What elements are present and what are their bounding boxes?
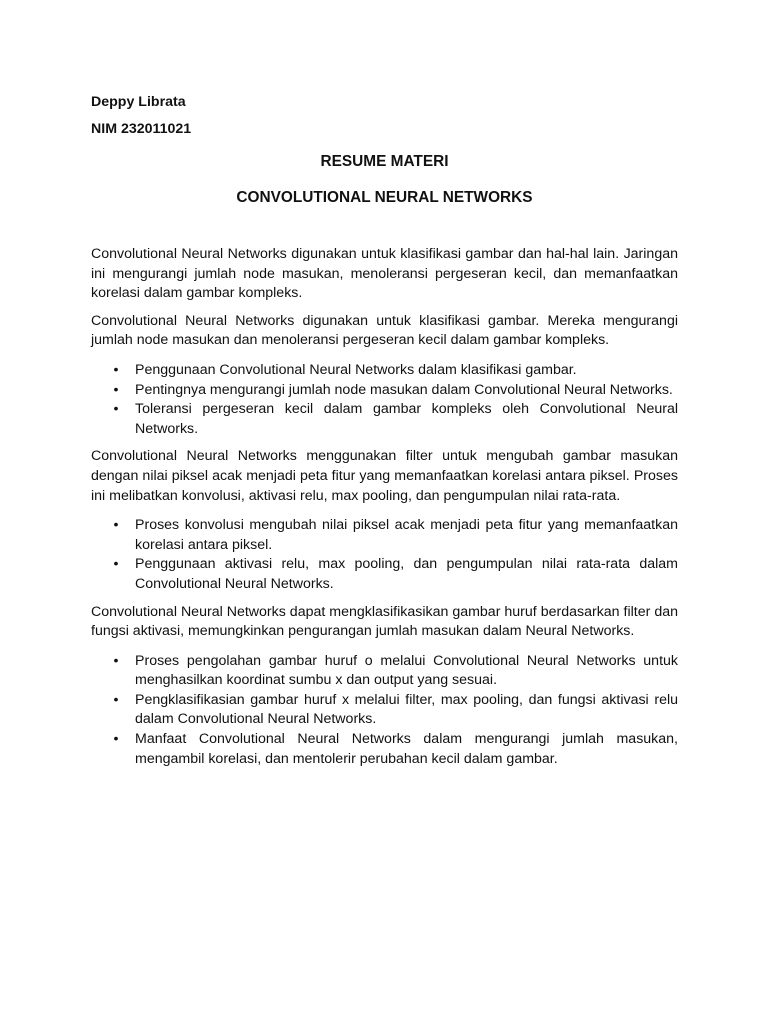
bullet-icon: • — [113, 652, 119, 669]
list-item — [91, 516, 678, 555]
list-item — [91, 691, 678, 730]
list-item-text: Manfaat Convolutional Neural Networks dalam mengurangi jumlah masukan, mengambil korelasi, dan mentolerir perubahan kecil dalam gambar. — [135, 731, 678, 767]
list-item — [91, 381, 678, 401]
list-item — [91, 555, 678, 594]
bullet-list-2 — [91, 516, 678, 594]
student-id: NIM 232011021 — [91, 121, 192, 137]
bullet-list-3 — [91, 652, 678, 770]
list-item-text: Proses konvolusi mengubah nilai piksel acak menjadi peta fitur yang memanfaatkan korelasi antara piksel. — [135, 517, 678, 553]
bullet-icon: • — [113, 361, 119, 378]
document-title: RESUME MATERI — [320, 153, 449, 170]
paragraph-3: Convolutional Neural Networks menggunakan filter untuk mengubah gambar masukan dengan nilai piksel acak menjadi peta fitur yang memanfaatkan korelasi antara piksel. Proses ini melibatkan konvolusi, aktivasi relu, max pooling, dan pengumpulan nilai rata-rata. — [91, 448, 678, 504]
paragraph-4: Convolutional Neural Networks dapat mengklasifikasikan gambar huruf berdasarkan filter dan fungsi aktivasi, memungkinkan pengurangan jumlah masukan dalam Neural Networks. — [91, 603, 678, 640]
bullet-icon: • — [113, 517, 119, 534]
list-item — [91, 361, 678, 381]
bullet-icon: • — [113, 401, 119, 418]
list-item — [91, 652, 678, 691]
author-name: Deppy Librata — [91, 94, 186, 110]
paragraph-1: Convolutional Neural Networks digunakan untuk klasifikasi gambar dan hal-hal lain. Jaringan ini mengurangi jumlah node masukan, menoleransi pergeseran kecil, dan memanfaatkan korelasi dalam gambar kompleks. — [91, 246, 678, 302]
list-item-text: Penggunaan aktivasi relu, max pooling, dan pengumpulan nilai rata-rata dalam Convolutional Neural Networks. — [135, 556, 678, 592]
document-page — [91, 92, 678, 769]
bullet-icon: • — [113, 381, 119, 398]
list-item-text: Proses pengolahan gambar huruf o melalui Convolutional Neural Networks untuk menghasilkan koordinat sumbu x dan output yang sesuai. — [135, 652, 678, 689]
list-item-text: Pentingnya mengurangi jumlah node masukan dalam Convolutional Neural Networks. — [135, 381, 673, 398]
list-item — [91, 730, 678, 769]
list-item-text: Pengklasifikasian gambar huruf x melalui filter, max pooling, dan fungsi aktivasi relu dalam Convolutional Neural Networks. — [135, 691, 678, 728]
bullet-icon: • — [113, 556, 119, 573]
bullet-icon: • — [113, 731, 119, 748]
document-subtitle: CONVOLUTIONAL NEURAL NETWORKS — [236, 189, 533, 206]
paragraph-2: Convolutional Neural Networks digunakan untuk klasifikasi gambar. Mereka mengurangi jumlah node masukan dan menoleransi pergeseran kecil dalam gambar kompleks. — [91, 312, 678, 349]
bullet-icon: • — [113, 691, 119, 708]
list-item-text: Toleransi pergeseran kecil dalam gambar kompleks oleh Convolutional Neural Networks. — [135, 401, 678, 437]
list-item-text: Penggunaan Convolutional Neural Networks dalam klasifikasi gambar. — [135, 361, 577, 378]
list-item — [91, 400, 678, 439]
bullet-list-1 — [91, 361, 678, 439]
